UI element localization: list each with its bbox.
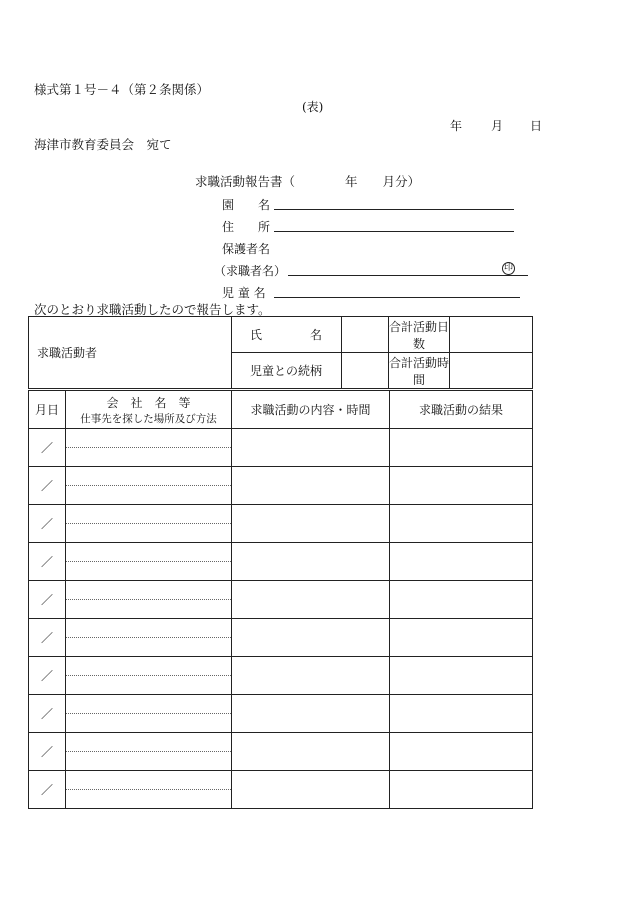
date-cell[interactable]: ／ — [29, 467, 66, 505]
child-label: 児 童 名 — [222, 286, 266, 300]
table-row — [29, 505, 533, 543]
table-row — [29, 733, 533, 771]
content-cell[interactable] — [232, 657, 390, 695]
table-row — [29, 619, 533, 657]
date-cell[interactable]: ／ — [29, 543, 66, 581]
date-cell[interactable]: ／ — [29, 695, 66, 733]
date-month: 月 — [491, 119, 504, 133]
content-cell[interactable] — [232, 581, 390, 619]
date-cell[interactable]: ／ — [29, 771, 66, 809]
intro-text: 次のとおり求職活動したので報告します。 — [34, 302, 271, 317]
table-row — [29, 771, 533, 809]
report-table — [28, 316, 533, 389]
result-cell[interactable] — [390, 695, 533, 733]
col-result-header: 求職活動の結果 — [390, 391, 533, 429]
name-value-cell[interactable] — [342, 317, 389, 353]
content-cell[interactable] — [232, 771, 390, 809]
total-days-label: 合計活動日数 — [389, 317, 450, 353]
recipient: 海津市教育委員会 宛て — [34, 137, 172, 152]
col-company-header: 会 社 名 等 仕事先を探した場所及び方法 — [66, 391, 232, 429]
school-label: 園 名 — [222, 198, 271, 212]
content-cell[interactable] — [232, 619, 390, 657]
school-line[interactable] — [274, 209, 514, 210]
date-year: 年 — [450, 119, 463, 133]
name-label-cell: 氏 名 — [232, 317, 342, 353]
company-cell[interactable] — [66, 657, 232, 695]
col-content-header: 求職活動の内容・時間 — [232, 391, 390, 429]
side-label: (表) — [302, 100, 324, 114]
content-cell[interactable] — [232, 695, 390, 733]
result-cell[interactable] — [390, 733, 533, 771]
col-date-header: 月日 — [29, 391, 66, 429]
date-day: 日 — [530, 119, 543, 133]
table-row — [29, 543, 533, 581]
relation-label-cell: 児童との続柄 — [232, 353, 342, 389]
company-cell[interactable] — [66, 429, 232, 467]
company-cell[interactable] — [66, 695, 232, 733]
date-cell[interactable]: ／ — [29, 619, 66, 657]
total-hours-value[interactable] — [450, 353, 533, 389]
table-row — [29, 657, 533, 695]
date-cell[interactable]: ／ — [29, 505, 66, 543]
table-row — [29, 581, 533, 619]
guardian-label: 保護者名 — [222, 242, 271, 256]
total-hours-label: 合計活動時間 — [389, 353, 450, 389]
result-cell[interactable] — [390, 467, 533, 505]
result-cell[interactable] — [390, 771, 533, 809]
company-cell[interactable] — [66, 467, 232, 505]
table-row — [29, 695, 533, 733]
date-cell[interactable]: ／ — [29, 429, 66, 467]
company-cell[interactable] — [66, 733, 232, 771]
result-cell[interactable] — [390, 543, 533, 581]
date-cell[interactable]: ／ — [29, 733, 66, 771]
result-cell[interactable] — [390, 429, 533, 467]
company-cell[interactable] — [66, 505, 232, 543]
company-cell[interactable] — [66, 543, 232, 581]
relation-value-cell[interactable] — [342, 353, 389, 389]
job-seeker-label: （求職者名） — [214, 264, 287, 278]
content-cell[interactable] — [232, 733, 390, 771]
content-cell[interactable] — [232, 467, 390, 505]
content-cell[interactable] — [232, 543, 390, 581]
result-cell[interactable] — [390, 505, 533, 543]
child-line[interactable] — [274, 297, 520, 298]
seal-mark: 印 — [503, 263, 513, 273]
table-row — [29, 467, 533, 505]
report-title: 求職活動報告書（ 年 月分） — [195, 174, 421, 189]
address-line[interactable] — [274, 231, 514, 232]
company-cell[interactable] — [66, 581, 232, 619]
company-cell[interactable] — [66, 619, 232, 657]
total-days-value[interactable] — [450, 317, 533, 353]
content-cell[interactable] — [232, 505, 390, 543]
result-cell[interactable] — [390, 581, 533, 619]
table-row — [29, 429, 533, 467]
address-label: 住 所 — [222, 220, 271, 234]
company-cell[interactable] — [66, 771, 232, 809]
result-cell[interactable] — [390, 657, 533, 695]
date-cell[interactable]: ／ — [29, 581, 66, 619]
result-cell[interactable] — [390, 619, 533, 657]
job-seeker-line[interactable] — [288, 275, 528, 276]
activity-table — [28, 390, 533, 809]
job-seeker-header: 求職活動者 — [29, 317, 232, 389]
date-cell[interactable]: ／ — [29, 657, 66, 695]
form-id: 様式第１号－４（第２条関係） — [34, 82, 210, 97]
content-cell[interactable] — [232, 429, 390, 467]
